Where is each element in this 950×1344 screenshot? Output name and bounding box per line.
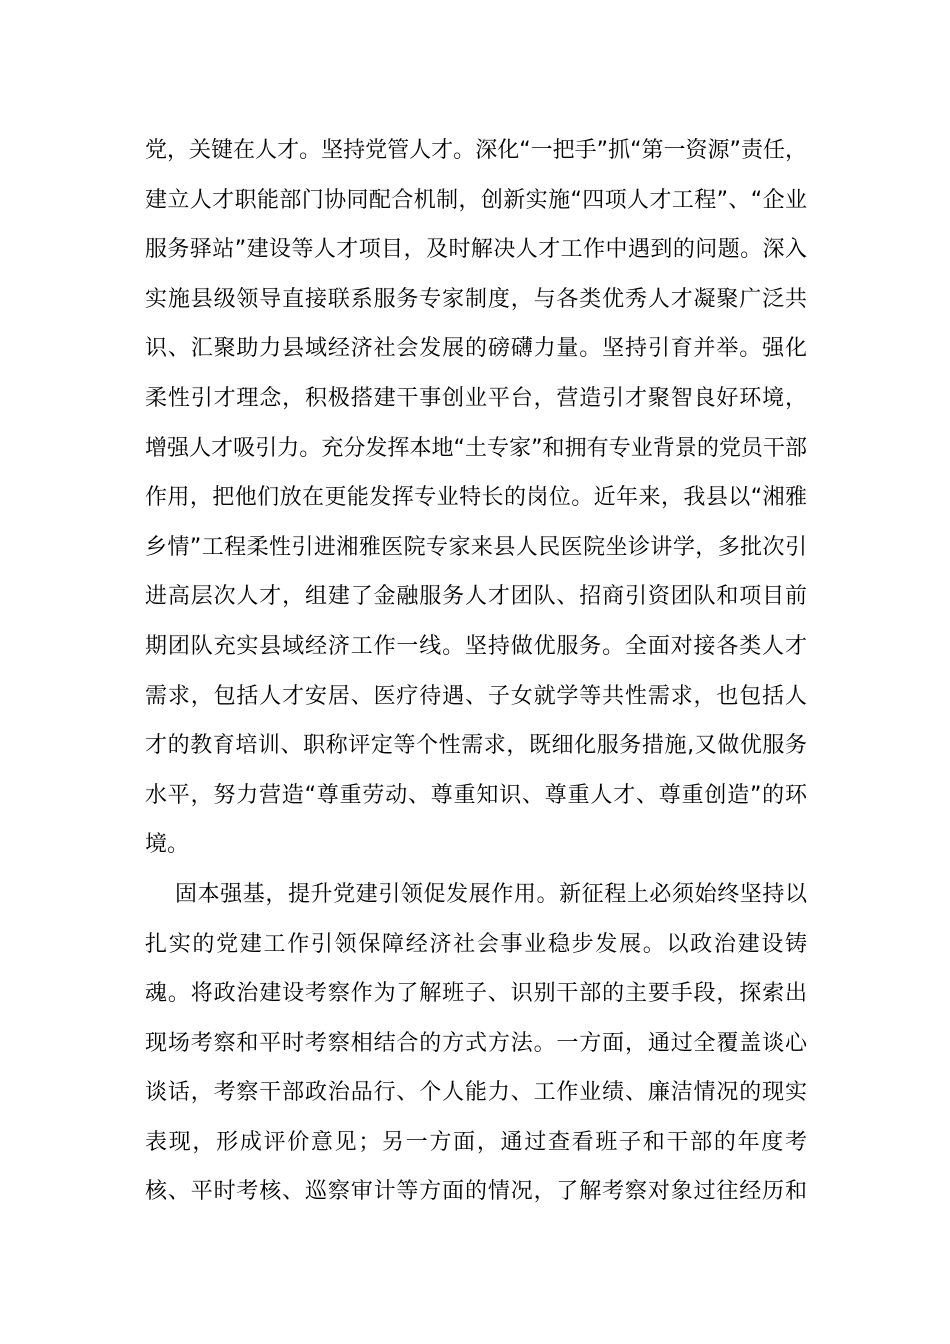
text-line: 扎实的党建工作引领保障经济社会事业稳步发展。以政治建设铸 (145, 931, 807, 957)
text-line: 魂。将政治建设考察作为了解班子、识别干部的主要手段，探索出 (145, 981, 807, 1007)
text-line: 作用，把他们放在更能发挥专业特长的岗位。近年来，我县以“湘雅 (145, 485, 807, 511)
text-line: 固本强基，提升党建引领促发展作用。新征程上必须始终坚持以 (175, 881, 807, 907)
text-line: 服务驿站”建设等人才项目，及时解决人才工作中遇到的问题。深入 (145, 237, 807, 263)
text-line: 实施县级领导直接联系服务专家制度，与各类优秀人才凝聚广泛共 (145, 286, 807, 312)
text-line: 增强人才吸引力。充分发挥本地“土专家”和拥有专业背景的党员干部 (145, 435, 807, 461)
text-line: 柔性引才理念，积极搭建干事创业平台，营造引才聚智良好环境， (145, 385, 807, 411)
text-line: 表现，形成评价意见；另一方面，通过查看班子和干部的年度考 (145, 1129, 807, 1155)
body-text (145, 126, 807, 1217)
text-line: 建立人才职能部门协同配合机制，创新实施“四项人才工程”、“企业 (145, 187, 807, 213)
text-line: 才的教育培训、职称评定等个性需求，既细化服务措施,又做优服务 (145, 733, 807, 759)
text-line: 党，关键在人才。坚持党管人才。深化“一把手”抓“第一资源”责任， (145, 138, 807, 163)
text-line: 识、汇聚助力县域经济社会发展的磅礴力量。坚持引育并举。强化 (145, 336, 807, 362)
text-line: 谈话，考察干部政治品行、个人能力、工作业绩、廉洁情况的现实 (145, 1080, 807, 1106)
text-line: 乡情”工程柔性引进湘雅医院专家来县人民医院坐诊讲学，多批次引 (145, 534, 807, 560)
text-line: 进高层次人才，组建了金融服务人才团队、招商引资团队和项目前 (145, 584, 807, 610)
text-line: 期团队充实县域经济工作一线。坚持做优服务。全面对接各类人才 (145, 633, 807, 659)
text-line: 现场考察和平时考察相结合的方式方法。一方面，通过全覆盖谈心 (145, 1030, 807, 1056)
text-line: 境。 (145, 832, 190, 858)
text-line: 核、平时考核、巡察审计等方面的情况，了解考察对象过往经历和 (145, 1179, 807, 1205)
text-line: 需求，包括人才安居、医疗待遇、子女就学等共性需求，也包括人 (145, 683, 807, 709)
text-line: 水平，努力营造“尊重劳动、尊重知识、尊重人才、尊重创造”的环 (145, 782, 807, 808)
